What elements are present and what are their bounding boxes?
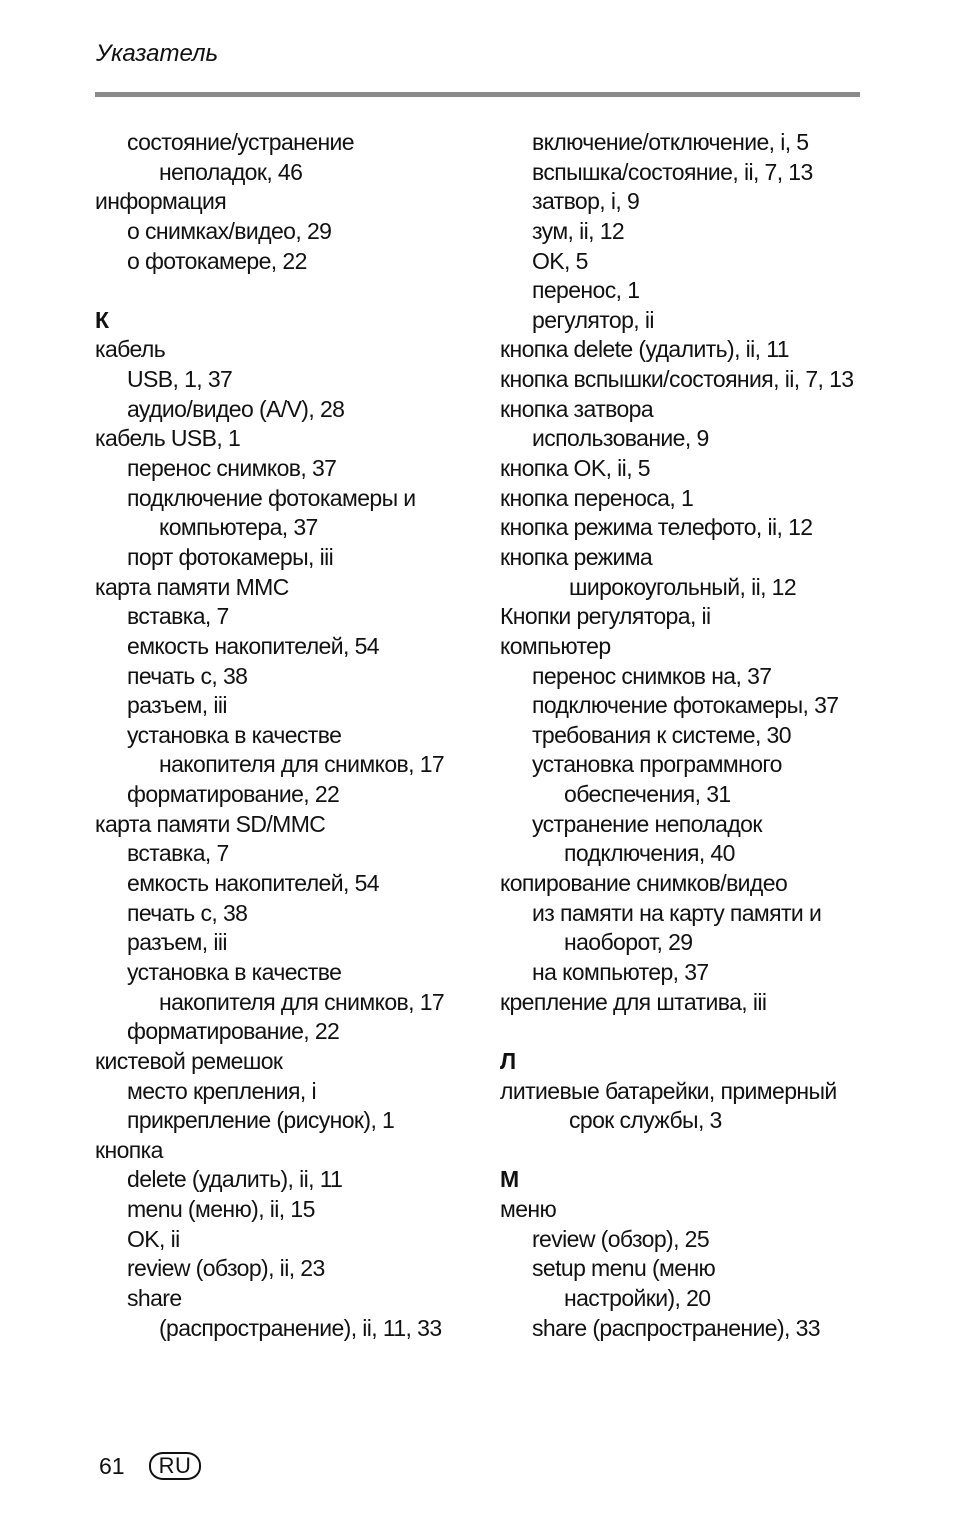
index-entry: карта памяти MMC <box>95 573 289 600</box>
section-spacer <box>95 276 525 306</box>
index-subentry: установка в качестве <box>127 958 342 985</box>
index-subentry: подключение фотокамеры и <box>127 484 416 511</box>
index-subentry: menu (меню), ii, 15 <box>127 1196 315 1223</box>
index-entry: копирование снимков/видео <box>500 870 788 897</box>
section-letter: К <box>95 306 109 333</box>
index-entry: крепление для штатива, iii <box>500 988 767 1015</box>
index-subentry: компьютера, 37 <box>159 514 318 541</box>
index-subentry: зум, ii, 12 <box>532 217 625 244</box>
index-subentry: вспышка/состояние, ii, 7, 13 <box>532 158 813 185</box>
index-subentry: вставка, 7 <box>127 603 229 630</box>
index-subentry: USB, 1, 37 <box>127 366 233 393</box>
index-subentry: форматирование, 22 <box>127 781 340 808</box>
header-divider <box>95 92 860 97</box>
index-subentry: настройки), 20 <box>564 1284 711 1311</box>
index-entry: кнопка переноса, 1 <box>500 484 694 511</box>
index-column-right <box>500 128 930 1343</box>
index-subentry: форматирование, 22 <box>127 1018 340 1045</box>
index-entry: кабель USB, 1 <box>95 425 241 452</box>
index-subentry: порт фотокамеры, iii <box>127 543 334 570</box>
index-subentry: обеспечения, 31 <box>564 781 731 808</box>
index-subentry: на компьютер, 37 <box>532 958 709 985</box>
index-entry: карта памяти SD/MMC <box>95 810 326 837</box>
page-title: Указатель <box>96 40 219 67</box>
index-subentry: review (обзор), 25 <box>532 1225 710 1252</box>
page-footer <box>99 1452 201 1480</box>
index-entry: кабель <box>95 336 166 363</box>
index-subentry: емкость накопителей, 54 <box>127 870 379 897</box>
index-subentry: включение/отключение, i, 5 <box>532 129 809 155</box>
index-subentry: прикрепление (рисунок), 1 <box>127 1107 395 1134</box>
index-subentry: требования к системе, 30 <box>532 721 791 748</box>
index-entry: литиевые батарейки, примерный <box>500 1077 837 1104</box>
index-subentry: емкость накопителей, 54 <box>127 632 379 659</box>
index-subentry: вставка, 7 <box>127 840 229 867</box>
index-subentry: накопителя для снимков, 17 <box>159 751 445 778</box>
index-entry: кнопка режима телефото, ii, 12 <box>500 514 813 541</box>
section-letter: Л <box>500 1047 516 1074</box>
index-subentry: аудио/видео (A/V), 28 <box>127 395 345 422</box>
index-subentry: (распространение), ii, 11, 33 <box>159 1314 442 1341</box>
index-subentry: печать с, 38 <box>127 899 248 926</box>
index-subentry: из памяти на карту памяти и <box>532 899 822 926</box>
index-subentry: перенос, 1 <box>532 277 640 304</box>
index-subentry: OK, 5 <box>532 247 588 274</box>
index-subentry: затвор, i, 9 <box>532 188 640 215</box>
index-subentry: delete (удалить), ii, 11 <box>127 1166 343 1193</box>
index-subentry: устранение неполадок <box>532 810 762 837</box>
index-subentry: наоборот, 29 <box>564 929 693 956</box>
index-subentry: о фотокамере, 22 <box>127 247 307 274</box>
index-entry: информация <box>95 188 227 215</box>
index-entry: кнопка вспышки/состояния, ii, 7, 13 <box>500 366 854 393</box>
index-entry: меню <box>500 1196 557 1223</box>
index-subentry: неполадок, 46 <box>159 158 303 185</box>
section-letter: М <box>500 1166 519 1193</box>
index-subentry: установка в качестве <box>127 721 342 748</box>
index-subentry: о снимках/видео, 29 <box>127 217 332 244</box>
index-subentry: OK, ii <box>127 1225 180 1252</box>
index-subentry: печать с, 38 <box>127 662 248 689</box>
index-subentry: широкоугольный, ii, 12 <box>569 573 797 600</box>
index-subentry: разъем, iii <box>127 929 227 956</box>
page-number: 61 <box>99 1452 125 1479</box>
index-subentry: setup menu (меню <box>532 1255 716 1282</box>
section-spacer <box>500 1136 930 1166</box>
index-subentry: подключения, 40 <box>564 840 735 867</box>
index-subentry: регулятор, ii <box>532 306 654 333</box>
index-entry: кнопка режима <box>500 543 653 570</box>
index-subentry: перенос снимков на, 37 <box>532 662 772 689</box>
index-subentry: состояние/устранение <box>127 129 354 155</box>
section-spacer <box>500 1017 930 1047</box>
index-entry: компьютер <box>500 632 611 659</box>
index-entry: Кнопки регулятора, ii <box>500 603 711 630</box>
index-entry: кнопка OK, ii, 5 <box>500 455 650 482</box>
index-subentry: share <box>127 1284 182 1311</box>
index-entry: кнопка delete (удалить), ii, 11 <box>500 336 789 363</box>
index-entry: кистевой ремешок <box>95 1047 283 1074</box>
index-subentry: место крепления, i <box>127 1077 316 1104</box>
index-subentry: срок службы, 3 <box>569 1107 722 1134</box>
index-entry: кнопка <box>95 1136 163 1163</box>
index-subentry: использование, 9 <box>532 425 709 452</box>
index-entry: кнопка затвора <box>500 395 654 422</box>
language-badge: RU <box>149 1452 202 1480</box>
index-subentry: разъем, iii <box>127 692 227 719</box>
index-column-left <box>95 128 525 1343</box>
index-subentry: перенос снимков, 37 <box>127 455 337 482</box>
index-subentry: накопителя для снимков, 17 <box>159 988 445 1015</box>
index-subentry: подключение фотокамеры, 37 <box>532 692 839 719</box>
index-subentry: review (обзор), ii, 23 <box>127 1255 325 1282</box>
index-subentry: share (распространение), 33 <box>532 1314 820 1341</box>
index-subentry: установка программного <box>532 751 782 778</box>
